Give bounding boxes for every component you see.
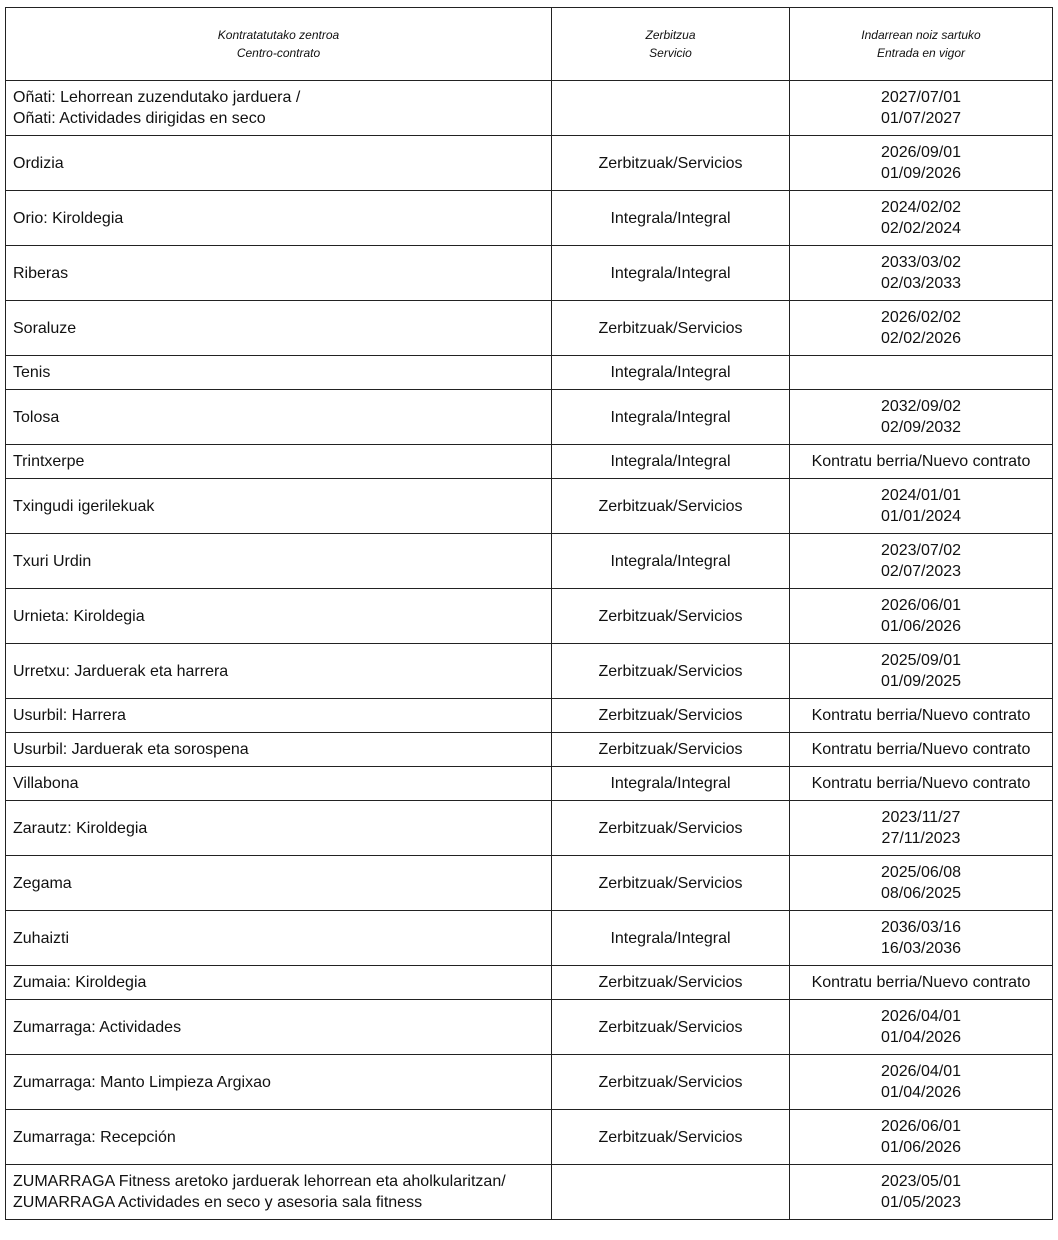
header-text-eu: Indarrean noiz sartuko: [861, 28, 981, 42]
date-cell: [790, 733, 1053, 767]
centre-cell: Zegama: [6, 856, 552, 911]
date-line: 01/06/2026: [880, 618, 962, 635]
service-cell: Zerbitzuak/Servicios: [552, 479, 790, 534]
date-line: 01/07/2027: [880, 110, 962, 127]
date-cell: [790, 1165, 1053, 1220]
date-line: 2023/05/01: [880, 1173, 962, 1190]
date-line: 01/04/2026: [880, 1029, 962, 1046]
service-cell: Zerbitzuak/Servicios: [552, 801, 790, 856]
centre-cell: Zumarraga: Manto Limpieza Argixao: [6, 1055, 552, 1110]
date-line: 2032/09/02: [880, 398, 962, 415]
table-row: [6, 1055, 1053, 1110]
table-row: [6, 1165, 1053, 1220]
header-text-es: Servicio: [649, 46, 692, 60]
date-line: 2025/09/01: [880, 652, 962, 669]
service-cell: Zerbitzuak/Servicios: [552, 699, 790, 733]
date-line: 16/03/2036: [880, 940, 962, 957]
service-cell: Integrala/Integral: [552, 534, 790, 589]
date-line: 2023/11/27: [881, 809, 961, 826]
service-cell: Zerbitzuak/Servicios: [552, 733, 790, 767]
date-line: 02/03/2033: [880, 275, 962, 292]
table-row: [6, 767, 1053, 801]
centre-cell: Urretxu: Jarduerak eta harrera: [6, 644, 552, 699]
date-line: 2023/07/02: [880, 542, 962, 559]
centre-cell: Txingudi igerilekuak: [6, 479, 552, 534]
centre-cell: Urnieta: Kiroldegia: [6, 589, 552, 644]
centre-cell: Usurbil: Jarduerak eta sorospena: [6, 733, 552, 767]
date-cell: [790, 301, 1053, 356]
date-line: 2027/07/01: [880, 89, 962, 106]
date-line: 02/02/2026: [880, 330, 962, 347]
date-line: 2026/04/01: [880, 1063, 962, 1080]
date-line: 01/09/2026: [880, 165, 962, 182]
date-line: 2025/06/08: [880, 864, 962, 881]
date-line: 08/06/2025: [880, 885, 962, 902]
service-cell: Zerbitzuak/Servicios: [552, 1000, 790, 1055]
date-line: 01/05/2023: [880, 1194, 962, 1211]
centre-cell: Zarautz: Kiroldegia: [6, 801, 552, 856]
service-cell: [552, 81, 790, 136]
date-cell: [790, 856, 1053, 911]
table-row: [6, 246, 1053, 301]
table-row: [6, 1110, 1053, 1165]
centre-cell: Ordizia: [6, 136, 552, 191]
table-row: [6, 801, 1053, 856]
service-cell: Integrala/Integral: [552, 911, 790, 966]
centre-cell: Usurbil: Harrera: [6, 699, 552, 733]
date-line: 2036/03/16: [880, 919, 962, 936]
header-text-eu: Kontratatutako zentroa: [217, 28, 340, 42]
header-text-es: Entrada en vigor: [876, 46, 966, 60]
service-cell: Zerbitzuak/Servicios: [552, 589, 790, 644]
date-line: 01/09/2025: [880, 673, 962, 690]
table-header-row: [6, 8, 1053, 81]
centre-cell: Zuhaizti: [6, 911, 552, 966]
table-row: [6, 445, 1053, 479]
centre-cell: Txuri Urdin: [6, 534, 552, 589]
date-line: 01/04/2026: [880, 1084, 962, 1101]
centre-cell: Soraluze: [6, 301, 552, 356]
table-row: [6, 479, 1053, 534]
table-row: [6, 534, 1053, 589]
date-cell: [790, 966, 1053, 1000]
table-row: [6, 733, 1053, 767]
date-cell: [790, 534, 1053, 589]
centre-cell: Zumarraga: Actividades: [6, 1000, 552, 1055]
centre-cell: Villabona: [6, 767, 552, 801]
table-row: [6, 356, 1053, 390]
date-cell: [790, 81, 1053, 136]
service-cell: Integrala/Integral: [552, 246, 790, 301]
date-cell: [790, 479, 1053, 534]
date-cell: [790, 356, 1053, 390]
date-line: Kontratu berria/Nuevo contrato: [811, 453, 1031, 470]
table-row: [6, 81, 1053, 136]
date-cell: [790, 1000, 1053, 1055]
date-line: 27/11/2023: [881, 830, 961, 847]
date-line: Kontratu berria/Nuevo contrato: [811, 775, 1031, 792]
table-row: [6, 1000, 1053, 1055]
date-cell: [790, 246, 1053, 301]
date-line: Kontratu berria/Nuevo contrato: [811, 974, 1031, 991]
table-body: [6, 81, 1053, 1220]
service-cell: Integrala/Integral: [552, 390, 790, 445]
date-cell: [790, 390, 1053, 445]
date-line: 01/06/2026: [880, 1139, 962, 1156]
date-cell: [790, 1110, 1053, 1165]
date-line: Kontratu berria/Nuevo contrato: [811, 707, 1031, 724]
centre-cell: Trintxerpe: [6, 445, 552, 479]
service-cell: Zerbitzuak/Servicios: [552, 301, 790, 356]
date-line: 2033/03/02: [880, 254, 962, 271]
table-row: [6, 191, 1053, 246]
header-text-es: Centro-contrato: [236, 46, 321, 60]
date-line: 2026/04/01: [880, 1008, 962, 1025]
header-entry-into-force: [790, 8, 1053, 81]
date-line: 2024/02/02: [880, 199, 962, 216]
centre-cell: Riberas: [6, 246, 552, 301]
header-text-eu: Zerbitzua: [645, 28, 696, 42]
service-cell: Integrala/Integral: [552, 356, 790, 390]
centre-cell: Tolosa: [6, 390, 552, 445]
table-row: [6, 699, 1053, 733]
service-cell: Zerbitzuak/Servicios: [552, 856, 790, 911]
centre-cell: Tenis: [6, 356, 552, 390]
service-cell: Integrala/Integral: [552, 191, 790, 246]
service-cell: Zerbitzuak/Servicios: [552, 644, 790, 699]
date-cell: [790, 911, 1053, 966]
date-cell: [790, 767, 1053, 801]
service-cell: Zerbitzuak/Servicios: [552, 1055, 790, 1110]
centre-cell: Orio: Kiroldegia: [6, 191, 552, 246]
date-line: 2026/06/01: [880, 597, 962, 614]
date-line: 2024/01/01: [880, 487, 962, 504]
date-line: 2026/02/02: [880, 309, 962, 326]
date-cell: [790, 699, 1053, 733]
date-line: 02/07/2023: [880, 563, 962, 580]
date-line: 2026/09/01: [880, 144, 962, 161]
service-cell: Zerbitzuak/Servicios: [552, 966, 790, 1000]
date-cell: [790, 801, 1053, 856]
table-row: [6, 301, 1053, 356]
date-cell: [790, 191, 1053, 246]
date-line: Kontratu berria/Nuevo contrato: [811, 741, 1031, 758]
contracts-table: [5, 7, 1053, 1220]
table-row: [6, 644, 1053, 699]
date-line: 2026/06/01: [880, 1118, 962, 1135]
service-cell: [552, 1165, 790, 1220]
table-row: [6, 856, 1053, 911]
date-line: 02/09/2032: [880, 419, 962, 436]
table-row: [6, 966, 1053, 1000]
date-line: 02/02/2024: [880, 220, 962, 237]
header-centre-contract: [6, 8, 552, 81]
date-cell: [790, 644, 1053, 699]
table-row: [6, 911, 1053, 966]
centre-cell: Zumarraga: Recepción: [6, 1110, 552, 1165]
centre-cell: ZUMARRAGA Fitness aretoko jarduerak lehorrean eta aholkularitzan/ ZUMARRAGA Actividades en seco y asesoria sala fitness: [6, 1165, 552, 1220]
centre-cell: Zumaia: Kiroldegia: [6, 966, 552, 1000]
table-row: [6, 589, 1053, 644]
service-cell: Integrala/Integral: [552, 767, 790, 801]
date-cell: [790, 589, 1053, 644]
table-row: [6, 390, 1053, 445]
header-service: [552, 8, 790, 81]
date-cell: [790, 136, 1053, 191]
table-row: [6, 136, 1053, 191]
service-cell: Zerbitzuak/Servicios: [552, 136, 790, 191]
date-line: 01/01/2024: [880, 508, 962, 525]
date-cell: [790, 1055, 1053, 1110]
centre-cell: Oñati: Lehorrean zuzendutako jarduera / Oñati: Actividades dirigidas en seco: [6, 81, 552, 136]
date-cell: [790, 445, 1053, 479]
service-cell: Zerbitzuak/Servicios: [552, 1110, 790, 1165]
service-cell: Integrala/Integral: [552, 445, 790, 479]
